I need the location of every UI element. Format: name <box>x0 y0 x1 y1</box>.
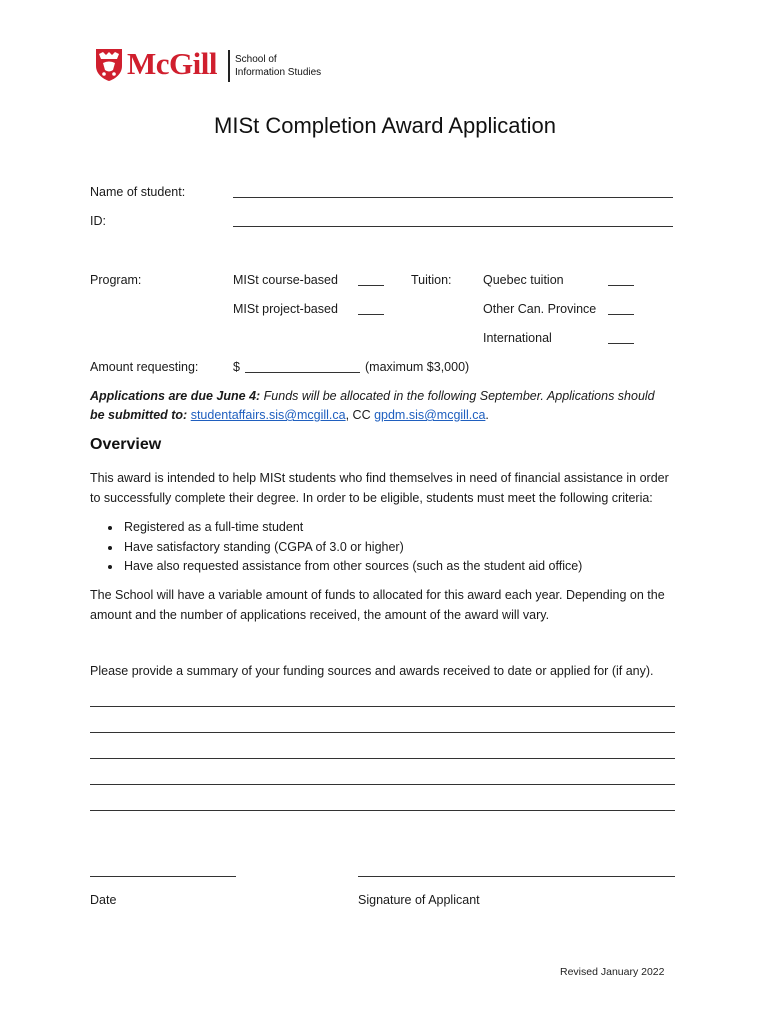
signature-label: Signature of Applicant <box>358 893 480 907</box>
name-field[interactable] <box>233 197 673 198</box>
summary-line-4[interactable] <box>90 784 675 785</box>
tuition-option-international: International <box>483 331 552 345</box>
other-province-check-field[interactable] <box>608 314 634 315</box>
amount-maximum-note: (maximum $3,000) <box>365 360 470 374</box>
mcgill-wordmark: McGill <box>127 46 217 81</box>
list-item: • Have also requested assistance from other sources (such as the student aid office) <box>122 557 582 577</box>
summary-line-1[interactable] <box>90 706 675 707</box>
revision-date: Revised January 2022 <box>560 966 665 978</box>
funds-paragraph <box>90 586 690 625</box>
mcgill-crest-icon <box>95 48 123 82</box>
course-based-check-field[interactable] <box>358 285 384 286</box>
deadline-end: . <box>485 408 489 422</box>
logo-divider <box>228 50 230 82</box>
summary-line-5[interactable] <box>90 810 675 811</box>
school-name-line2: Information Studies <box>235 67 322 78</box>
deadline-bold: Applications are due June 4: <box>90 389 261 403</box>
mcgill-logo <box>95 48 345 84</box>
date-field[interactable] <box>90 876 236 877</box>
funds-para-line1: The School will have a variable amount of funds to allocated for this award each year. Depending on the <box>90 588 665 602</box>
page-title: MISt Completion Award Application <box>214 113 556 138</box>
date-label: Date <box>90 893 117 907</box>
submit-to-label: be submitted to: <box>90 408 188 422</box>
tuition-option-other-province: Other Can. Province <box>483 302 597 316</box>
program-option-project-based: MISt project-based <box>233 302 338 316</box>
project-based-check-field[interactable] <box>358 314 384 315</box>
deadline-note-line2 <box>90 407 489 423</box>
id-label: ID: <box>90 214 106 228</box>
summary-line-2[interactable] <box>90 732 675 733</box>
international-check-field[interactable] <box>608 343 634 344</box>
deadline-note-line1 <box>90 388 655 404</box>
email-gpdm-link[interactable]: gpdm.sis@mcgill.ca <box>374 408 486 422</box>
overview-para1-line2: to successfully complete their degree. In order to be eligible, students must meet the following criteria: <box>90 490 653 505</box>
id-field[interactable] <box>233 226 673 227</box>
program-option-course-based: MISt course-based <box>233 273 338 287</box>
funds-para-line2: amount and the number of applications received, the amount of the award will vary. <box>90 607 550 622</box>
school-name-line1: School of <box>235 54 277 65</box>
list-item: • Have satisfactory standing (CGPA of 3.0 or higher) <box>122 538 582 558</box>
overview-para1-line1: This award is intended to help MISt students who find themselves in need of financial assistance in order <box>90 471 669 485</box>
quebec-tuition-check-field[interactable] <box>608 285 634 286</box>
tuition-option-quebec: Quebec tuition <box>483 273 564 287</box>
signature-field[interactable] <box>358 876 675 877</box>
amount-label: Amount requesting: <box>90 360 199 374</box>
summary-line-3[interactable] <box>90 758 675 759</box>
summary-prompt: Please provide a summary of your funding sources and awards received to date or applied for (if any). <box>90 664 654 678</box>
name-label: Name of student: <box>90 185 186 199</box>
overview-paragraph <box>90 469 690 508</box>
amount-field[interactable] <box>245 372 360 373</box>
email-studentaffairs-link[interactable]: studentaffairs.sis@mcgill.ca <box>190 408 346 422</box>
overview-heading: Overview <box>90 436 162 453</box>
program-label: Program: <box>90 273 142 287</box>
tuition-label: Tuition: <box>411 273 452 287</box>
amount-currency: $ <box>233 360 240 374</box>
deadline-text: Funds will be allocated in the following September. Applications should <box>260 389 655 403</box>
eligibility-criteria-list <box>90 518 582 577</box>
cc-separator: , CC <box>345 408 375 422</box>
list-item: • Registered as a full-time student <box>122 518 582 538</box>
